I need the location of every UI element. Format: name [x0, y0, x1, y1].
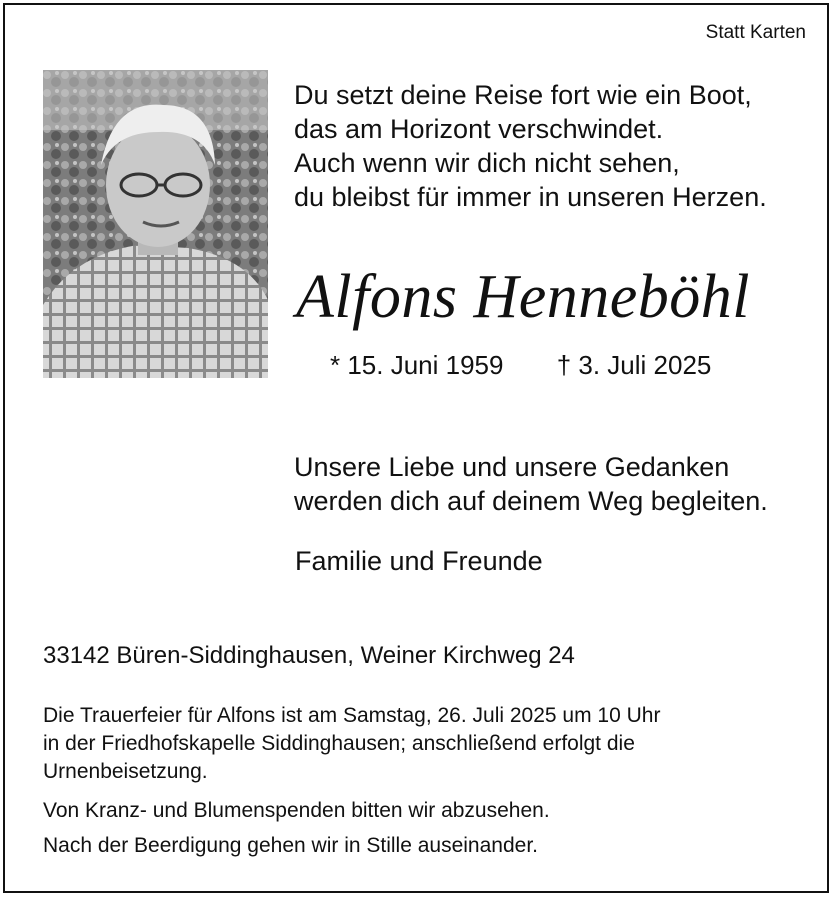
quote-line: werden dich auf deinem Weg begleiten.: [294, 486, 768, 516]
silence-note: Nach der Beerdigung gehen wir in Stille auseinander.: [43, 834, 538, 857]
quote-line: Unsere Liebe und unsere Gedanken: [294, 452, 730, 482]
poem-line: das am Horizont verschwindet.: [294, 114, 664, 144]
poem-line: Auch wenn wir dich nicht sehen,: [294, 148, 680, 178]
quote: [294, 450, 768, 518]
poem-line: du bleibst für immer in unseren Herzen.: [294, 182, 767, 212]
address: 33142 Büren-Siddinghausen, Weiner Kirchweg 24: [43, 642, 575, 669]
ceremony-line: Urnenbeisetzung.: [43, 760, 208, 783]
portrait-photo: [43, 70, 268, 378]
life-dates: [330, 350, 711, 381]
ceremony-info: [43, 702, 660, 786]
portrait-image: [43, 70, 268, 378]
ceremony-line: in der Friedhofskapelle Siddinghausen; anschließend erfolgt die: [43, 732, 635, 755]
poem-line: Du setzt deine Reise fort wie ein Boot,: [294, 80, 752, 110]
ceremony-line: Die Trauerfeier für Alfons ist am Samstag, 26. Juli 2025 um 10 Uhr: [43, 704, 661, 727]
deceased-name: Alfons Henneböhl: [296, 263, 750, 331]
poem: [294, 78, 767, 214]
signature: Familie und Freunde: [295, 546, 543, 576]
header-note: Statt Karten: [705, 22, 806, 43]
death-date: † 3. Juli 2025: [556, 350, 712, 380]
birth-date: * 15. Juni 1959: [330, 350, 504, 380]
flowers-note: Von Kranz- und Blumenspenden bitten wir abzusehen.: [43, 799, 550, 822]
